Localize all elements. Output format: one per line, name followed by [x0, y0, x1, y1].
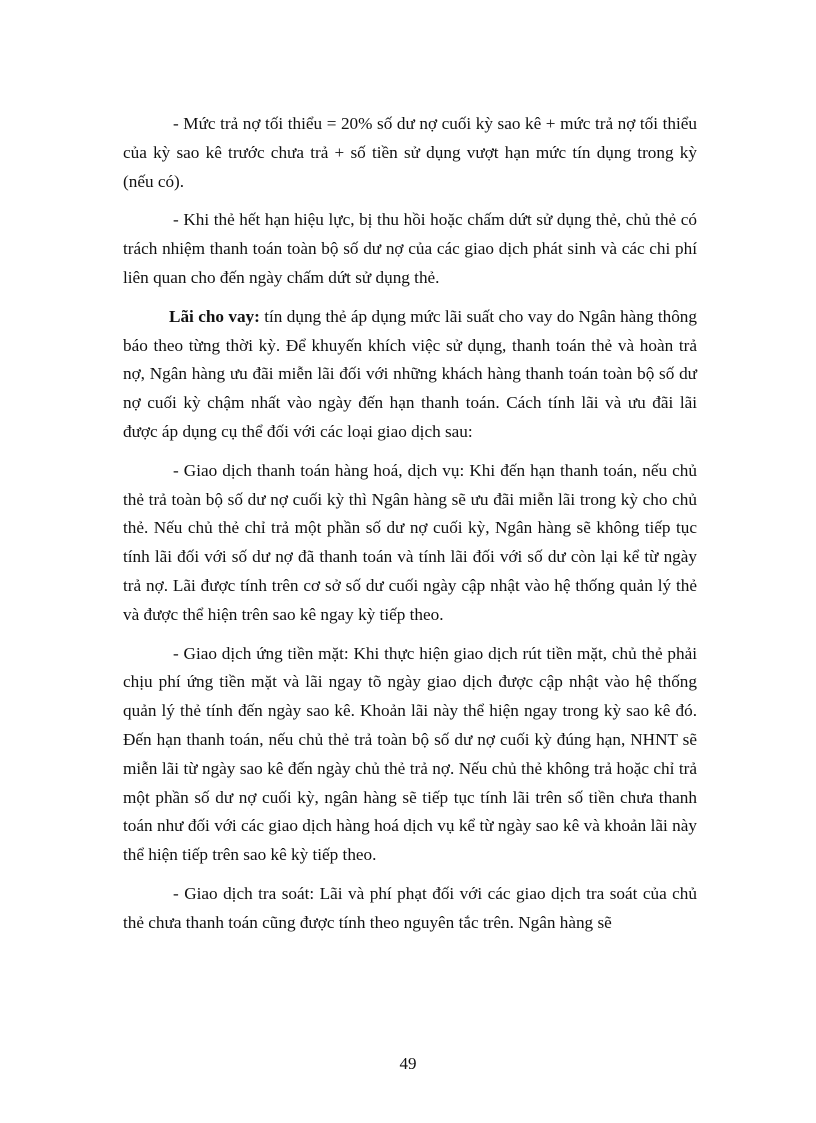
paragraph-text: - Mức trả nợ tối thiểu = 20% số dư nợ cuối kỳ sao kê + mức trả nợ tối thiểu của kỳ sao kê trước chưa trả + số tiền sử dụng vượt hạn mức tín dụng trong kỳ (nếu có). — [123, 114, 697, 191]
paragraph-text: - Giao dịch tra soát: Lãi và phí phạt đối với các giao dịch tra soát của chủ thẻ chưa thanh toán cũng được tính theo nguyên tắc trên. Ngân hàng sẽ — [123, 883, 697, 932]
paragraph-bold-lead: Lãi cho vay: — [169, 306, 260, 326]
paragraph-dispute-transactions — [123, 880, 697, 938]
paragraph-text: - Giao dịch ứng tiền mặt: Khi thực hiện giao dịch rút tiền mặt, chủ thẻ phải chịu phí ứng tiền mặt và lãi ngay tõ ngày giao dịch được cập nhật vào hệ thống quản lý thẻ tính đến ngày sao kê. Khoản lãi này thể hiện ngay trong kỳ sao kê đó. Đến hạn thanh toán, nếu chủ thẻ trả toàn bộ số dư nợ cuối kỳ đúng hạn, NHNT sẽ miễn lãi từ ngày sao kê đến ngày chủ thẻ trả nợ. Nếu chủ thẻ không trả hoặc chỉ trả một phần số dư nợ cuối kỳ, ngân hàng sẽ tiếp tục tính lãi trên số tiền chưa thanh toán như đối với các giao dịch hàng hoá dịch vụ kể từ ngày sao kê và khoản lãi này thể hiện tiếp trên sao kê kỳ tiếp theo. — [123, 643, 697, 865]
paragraph-card-expiry — [123, 206, 697, 292]
paragraph-minimum-payment — [123, 110, 697, 196]
paragraph-text: tín dụng thẻ áp dụng mức lãi suất cho vay do Ngân hàng thông báo theo từng thời kỳ. Để khuyến khích việc sử dụng, thanh toán thẻ và hoàn trả nợ, Ngân hàng ưu đãi miễn lãi đối với những khách hàng thanh toán toàn bộ số dư nợ cuối kỳ chậm nhất vào ngày đến hạn thanh toán. Cách tính lãi và ưu đãi lãi được áp dụng cụ thể đối với các loại giao dịch sau: — [123, 306, 697, 441]
page-number: 49 — [399, 1054, 417, 1073]
paragraph-text: - Giao dịch thanh toán hàng hoá, dịch vụ: Khi đến hạn thanh toán, nếu chủ thẻ trả toàn bộ số dư nợ cuối kỳ thì Ngân hàng sẽ ưu đãi miễn lãi trong kỳ cho chủ thẻ. Nếu chủ thẻ chỉ trả một phần số dư nợ cuối kỳ, Ngân hàng sẽ không tiếp tục tính lãi đối với số dư nợ đã thanh toán và tính lãi đối với số dư còn lại kể từ ngày trả nợ. Lãi được tính trên cơ sở số dư cuối ngày cập nhật vào hệ thống quản lý thẻ và được thể hiện trên sao kê ngay kỳ tiếp theo. — [123, 460, 697, 624]
paragraph-loan-interest — [123, 303, 697, 447]
page-body — [123, 110, 697, 948]
paragraph-goods-services-transactions — [123, 457, 697, 630]
paragraph-cash-advance-transactions — [123, 640, 697, 870]
paragraph-text: - Khi thẻ hết hạn hiệu lực, bị thu hồi hoặc chấm dứt sử dụng thẻ, chủ thẻ có trách nhiệm thanh toán toàn bộ số dư nợ của các giao dịch phát sinh và các chi phí liên quan cho đến ngày chấm dứt sử dụng thẻ. — [123, 210, 697, 287]
